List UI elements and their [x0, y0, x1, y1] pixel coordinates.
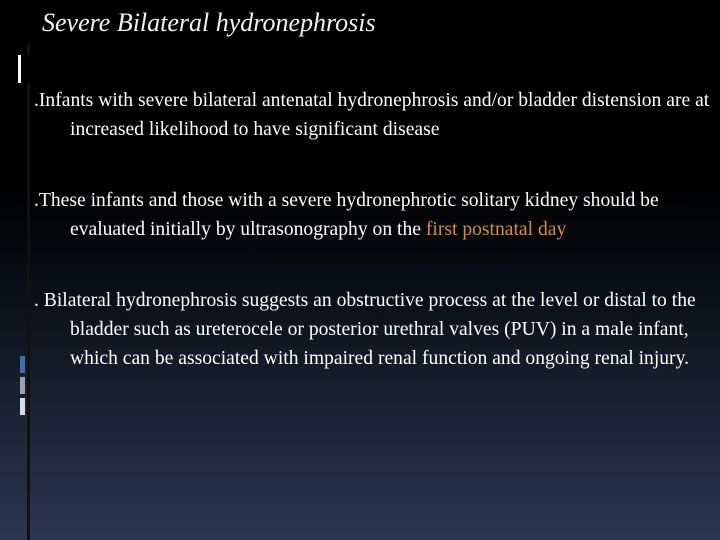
paragraph-infants: .Infants with severe bilateral antenatal hydronephrosis and/or bladder distension are at increased likelihood to have significant disease: [34, 90, 710, 140]
decorative-block: [18, 55, 30, 83]
paragraph-evaluation: [34, 186, 718, 244]
left-border-line: [27, 44, 30, 540]
highlight-first-postnatal-day: first postnatal day: [425, 219, 567, 240]
paragraph-obstruction: . Bilateral hydronephrosis suggests an obstructive process at the level or distal to the bladder such as ureterocele or posterior urethral valves (PUV) in a male infant, which can be associated with impaired renal function and ongoing renal injury.: [34, 290, 696, 369]
accent-bar-light: [20, 398, 25, 415]
accent-bar-gray: [20, 377, 25, 394]
paragraph-evaluation-text: .These infants and those with a severe hydronephrotic solitary kidney should be evaluated initially by ultrasonography on the: [34, 190, 659, 240]
accent-bar-blue: [20, 356, 25, 373]
slide-title: Severe Bilateral hydronephrosis: [42, 8, 376, 37]
slide-body: [34, 86, 718, 373]
